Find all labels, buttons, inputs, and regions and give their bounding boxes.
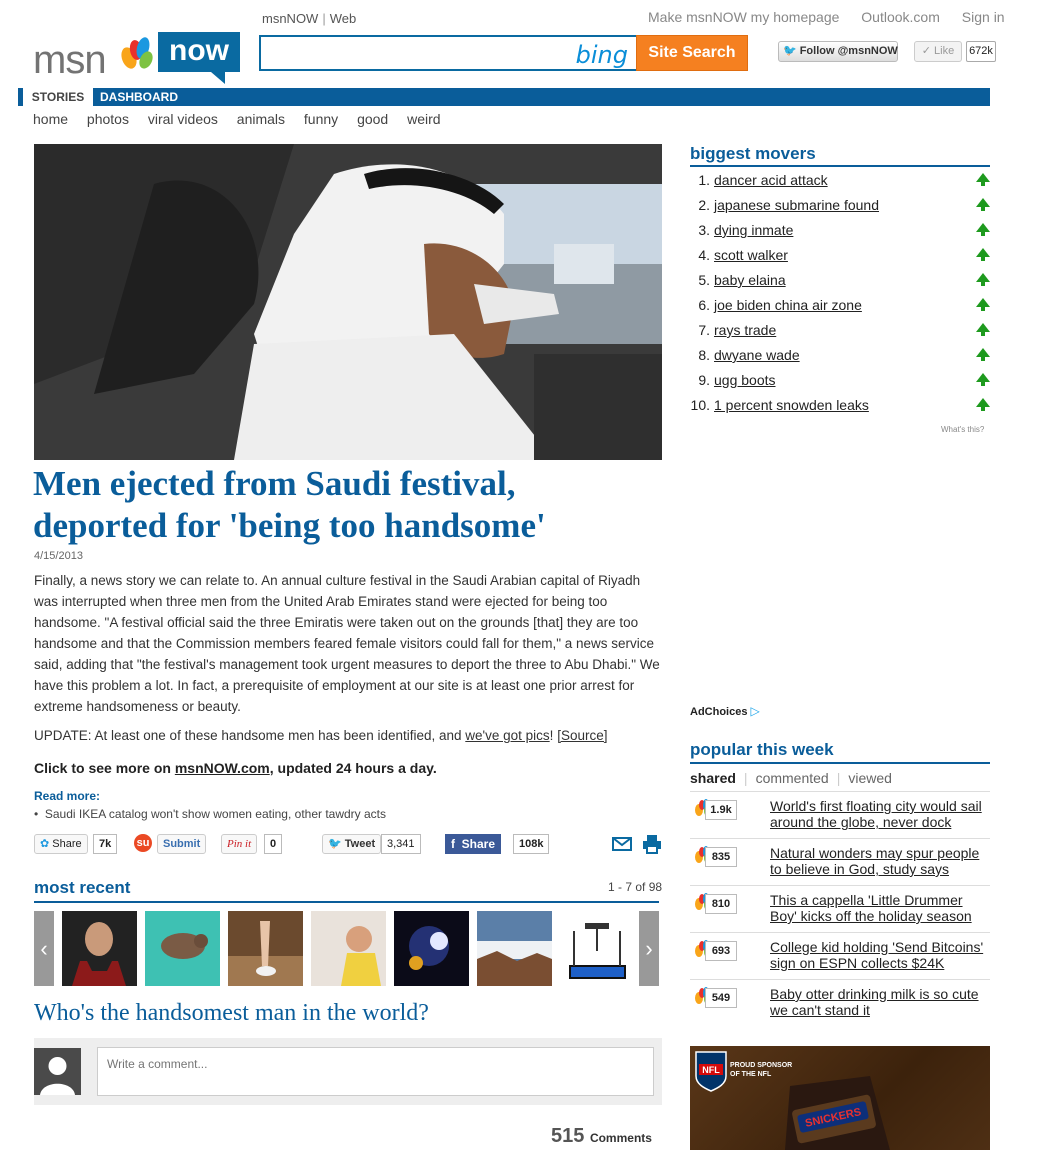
- subnav-viral-videos[interactable]: viral videos: [147, 111, 218, 127]
- like-label: Like: [934, 45, 955, 57]
- mover-term[interactable]: dancer acid attack: [714, 172, 828, 188]
- msn-share-button[interactable]: [34, 834, 88, 854]
- popular-share-count: 835: [705, 847, 737, 867]
- search-box: [259, 35, 636, 71]
- adchoices-icon: ▷: [750, 704, 760, 718]
- mover-rank: 7.: [698, 322, 710, 338]
- biggest-movers-list: [690, 170, 990, 420]
- pin-count: 0: [264, 834, 282, 854]
- msn-butterfly-icon: ✿: [40, 838, 50, 850]
- bing-logo: bing: [575, 41, 628, 69]
- facebook-like-button[interactable]: [914, 41, 962, 62]
- up-arrow-icon: [976, 223, 990, 232]
- like-count: 672k: [966, 41, 996, 62]
- article-headline: Men ejected from Saudi festival, deported for 'being too handsome': [33, 464, 546, 545]
- mover-term[interactable]: scott walker: [714, 247, 788, 263]
- thumb-7-image: [560, 911, 635, 986]
- thumb-5-image: [394, 911, 469, 986]
- mover-term[interactable]: dying inmate: [714, 222, 794, 238]
- mover-item[interactable]: [690, 245, 990, 270]
- ad-artwork: [690, 1046, 990, 1150]
- mover-rank: 5.: [698, 272, 710, 288]
- stumbleupon-icon: su: [134, 834, 152, 852]
- subnav-weird[interactable]: weird: [407, 111, 441, 127]
- tab-viewed[interactable]: viewed: [848, 770, 892, 786]
- msnnow-link[interactable]: msnNOW.com: [174, 760, 270, 776]
- read-more-item-text: Saudi IKEA catalog won't show women eating, other tawdry acts: [44, 807, 387, 821]
- update-pics-link[interactable]: we've got pics: [465, 728, 550, 743]
- recent-thumb-2[interactable]: [145, 911, 220, 986]
- popular-item[interactable]: [690, 840, 990, 886]
- popular-title[interactable]: Natural wonders may spur people to believe in God, study says: [770, 845, 980, 877]
- comment-input[interactable]: [97, 1047, 654, 1096]
- tab-shared[interactable]: shared: [690, 770, 736, 786]
- click-more-line: [34, 760, 437, 776]
- nav-tab-dashboard[interactable]: DASHBOARD: [100, 90, 178, 104]
- up-arrow-icon: [976, 173, 990, 182]
- adchoices-link[interactable]: [690, 704, 760, 718]
- search-tab-web[interactable]: Web: [329, 11, 357, 26]
- popular-share-count: 693: [705, 941, 737, 961]
- mover-rank: 2.: [698, 197, 710, 213]
- click-more-suffix: , updated 24 hours a day.: [269, 760, 437, 776]
- biggest-movers-title: biggest movers: [690, 144, 816, 163]
- ad-sponsor-line-1: PROUD SPONSOR: [730, 1062, 793, 1069]
- sign-in-link[interactable]: Sign in: [961, 9, 1005, 25]
- outlook-link[interactable]: Outlook.com: [861, 9, 940, 25]
- recent-thumb-5[interactable]: [394, 911, 469, 986]
- most-recent-divider: [34, 901, 659, 903]
- mover-rank: 1.: [698, 172, 710, 188]
- mover-term[interactable]: 1 percent snowden leaks: [714, 397, 869, 413]
- pinterest-pin-button[interactable]: Pin it: [221, 834, 257, 854]
- carousel-prev-arrow[interactable]: ‹: [34, 911, 54, 986]
- mover-rank: 6.: [698, 297, 710, 313]
- tab-separator: |: [836, 770, 841, 786]
- mover-rank: 10.: [690, 397, 710, 413]
- hero-illustration: [34, 144, 662, 460]
- tab-commented[interactable]: commented: [755, 770, 829, 786]
- update-prefix: UPDATE: At least one of these handsome men has been identified, and: [34, 728, 462, 743]
- subnav-good[interactable]: good: [357, 111, 389, 127]
- up-arrow-icon: [976, 273, 990, 282]
- mover-item[interactable]: [690, 270, 990, 295]
- fb-share-count: 108k: [513, 834, 549, 854]
- snickers-nfl-ad[interactable]: [690, 1046, 990, 1150]
- up-arrow-icon: [976, 348, 990, 357]
- nfl-logo-text: NFL: [702, 1065, 720, 1075]
- up-arrow-icon: [976, 198, 990, 207]
- comment-composer: [34, 1038, 662, 1105]
- mover-rank: 3.: [698, 222, 710, 238]
- mover-term[interactable]: dwyane wade: [714, 347, 800, 363]
- search-tab-separator: |: [322, 11, 326, 26]
- click-more-prefix: Click to see more on: [34, 760, 171, 776]
- comments-count-number: 515: [551, 1125, 585, 1147]
- mover-item[interactable]: [690, 370, 990, 395]
- twitter-bird-icon: 🐦: [328, 838, 342, 850]
- mover-rank: 9.: [698, 372, 710, 388]
- article-update: [34, 728, 662, 743]
- primary-nav: [18, 88, 990, 106]
- popular-item[interactable]: [690, 981, 990, 1027]
- most-recent-title: most recent: [34, 878, 131, 897]
- thumb-2-image: [145, 911, 220, 986]
- msn-butterfly-icon: [119, 36, 157, 72]
- up-arrow-icon: [976, 248, 990, 257]
- make-homepage-link[interactable]: Make msnNOW my homepage: [648, 9, 840, 25]
- mover-term[interactable]: rays trade: [714, 322, 777, 338]
- popular-share-count: 549: [705, 988, 737, 1008]
- popular-share-count: 810: [705, 894, 737, 914]
- thumb-1-image: [62, 911, 137, 986]
- subnav-home[interactable]: home: [33, 111, 69, 127]
- popular-tabs: [690, 770, 892, 786]
- thumb-4-image: [311, 911, 386, 986]
- comments-total[interactable]: [551, 1125, 652, 1148]
- popular-title[interactable]: College kid holding 'Send Bitcoins' sign on ESPN collects $24K: [770, 939, 984, 971]
- carousel-next-arrow[interactable]: ›: [639, 911, 659, 986]
- biggest-movers-divider: [690, 165, 990, 167]
- recent-thumb-7[interactable]: [560, 911, 635, 986]
- up-arrow-icon: [976, 298, 990, 307]
- logo-now-tail: [211, 72, 225, 84]
- most-recent-range: 1 - 7 of 98: [608, 880, 663, 894]
- nav-tab-stories[interactable]: STORIES: [23, 88, 93, 106]
- logo-msn-text: msn: [33, 38, 106, 82]
- ad-brand-text: SNICKERS: [804, 1106, 863, 1130]
- check-icon: ✓: [921, 45, 931, 57]
- popular-tabs-underline: [690, 791, 990, 792]
- fb-share-label: Share: [461, 837, 496, 851]
- mover-item[interactable]: [690, 395, 990, 420]
- mover-item[interactable]: [690, 320, 990, 345]
- thumb-6-image: [477, 911, 552, 986]
- recent-thumb-1[interactable]: [62, 911, 137, 986]
- comments-count-label: Comments: [589, 1131, 652, 1145]
- up-arrow-icon: [976, 323, 990, 332]
- popular-item[interactable]: [690, 934, 990, 980]
- tweet-button[interactable]: [322, 834, 381, 854]
- subnav-photos[interactable]: photos: [86, 111, 129, 127]
- up-arrow-icon: [976, 398, 990, 407]
- msn-share-count: 7k: [93, 834, 117, 854]
- mover-term[interactable]: baby elaina: [714, 272, 786, 288]
- mover-rank: 8.: [698, 347, 710, 363]
- twitter-bird-icon: 🐦: [783, 45, 797, 57]
- bullet-icon: •: [34, 807, 39, 821]
- top-links: [648, 9, 1023, 25]
- search-input[interactable]: [267, 37, 567, 67]
- recent-thumb-4[interactable]: [311, 911, 386, 986]
- read-more-item[interactable]: [34, 807, 386, 821]
- popular-item[interactable]: [690, 793, 990, 839]
- article-date: 4/15/2013: [34, 550, 83, 562]
- facebook-icon: f: [451, 837, 455, 851]
- twitter-follow-button[interactable]: [778, 41, 898, 62]
- mover-term[interactable]: joe biden china air zone: [714, 297, 862, 313]
- article-hero-image: [34, 144, 662, 460]
- mover-term[interactable]: ugg boots: [714, 372, 776, 388]
- ad-sponsor-line-2: OF THE NFL: [730, 1071, 772, 1078]
- recent-thumb-3[interactable]: [228, 911, 303, 986]
- adchoices-label: AdChoices: [690, 706, 748, 718]
- update-suffix: !: [549, 728, 554, 743]
- article-body: Finally, a news story we can relate to. An annual culture festival in the Saudi Arabian capital of Riyadh was interrupted when three men from the United Arab Emirates stand were ejected for being too handsome. "A festival official said the three Emiratis were taken out on the grounds [that] they are too handsome and that the Commission members feared female visitors could fall for them," a news service said, adding that "the festival's management took urgent measures to deport the three to Abu Dhabi." We have this problem a lot. In fact, a prerequisite of employment at our site is at least one prior arrest for extreme handsomeness or beauty.: [34, 573, 660, 714]
- mover-term[interactable]: japanese submarine found: [714, 197, 880, 213]
- mover-item[interactable]: [690, 345, 990, 370]
- popular-item[interactable]: [690, 887, 990, 933]
- follow-label: Follow @msnNOW: [799, 45, 898, 57]
- popular-title[interactable]: World's first floating city would sail around the globe, never dock: [770, 798, 982, 830]
- search-scope-tabs: [262, 11, 356, 26]
- subnav-animals[interactable]: animals: [236, 111, 286, 127]
- popular-title[interactable]: Baby otter drinking milk is so cute we can't stand it: [770, 986, 979, 1018]
- msnnow-logo[interactable]: [33, 32, 243, 82]
- logo-now-badge: now: [158, 32, 240, 72]
- msn-share-label: Share: [52, 838, 82, 850]
- read-more-label: Read more:: [34, 789, 101, 803]
- mover-rank: 4.: [698, 247, 710, 263]
- facebook-share-button[interactable]: [445, 834, 501, 854]
- recent-thumb-6[interactable]: [477, 911, 552, 986]
- tab-separator: |: [743, 770, 748, 786]
- mover-item[interactable]: [690, 295, 990, 320]
- popular-divider: [690, 762, 990, 764]
- mover-item[interactable]: [690, 195, 990, 220]
- avatar-icon: [34, 1048, 81, 1095]
- mover-item[interactable]: [690, 220, 990, 245]
- comments-question: Who's the handsomest man in the world?: [34, 1000, 429, 1026]
- source-link[interactable]: [Source]: [557, 728, 608, 743]
- print-icon[interactable]: [642, 834, 662, 854]
- popular-share-count: 1.9k: [705, 800, 737, 820]
- subnav-funny[interactable]: funny: [303, 111, 339, 127]
- whats-this-link[interactable]: What's this?: [941, 425, 985, 434]
- email-icon[interactable]: [612, 837, 632, 851]
- stumble-submit-button[interactable]: Submit: [157, 834, 206, 854]
- secondary-nav: [33, 111, 456, 127]
- tweet-count: 3,341: [381, 834, 421, 854]
- search-tab-msnnow[interactable]: msnNOW: [262, 11, 319, 26]
- popular-this-week-title: popular this week: [690, 740, 834, 759]
- up-arrow-icon: [976, 373, 990, 382]
- avatar: [34, 1048, 81, 1095]
- thumb-3-image: [228, 911, 303, 986]
- popular-title[interactable]: This a cappella 'Little Drummer Boy' kicks off the holiday season: [770, 892, 972, 924]
- site-search-button[interactable]: Site Search: [636, 35, 748, 71]
- mover-item[interactable]: [690, 170, 990, 195]
- tweet-label: Tweet: [344, 838, 376, 850]
